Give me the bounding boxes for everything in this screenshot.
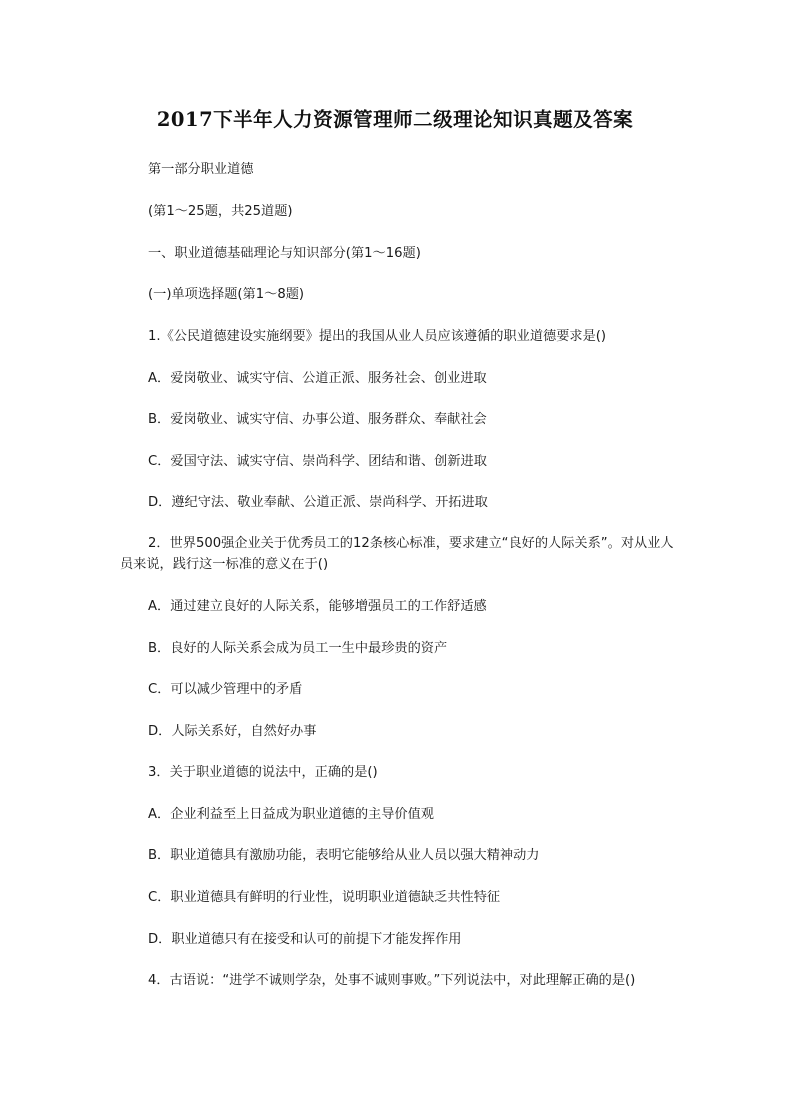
part-heading: 第一部分职业道德 <box>148 162 254 177</box>
question-4-stem: 4．古语说：“进学不诚则学杂，处事不诚则事败。”下列说法中，对此理解正确的是() <box>148 973 636 988</box>
question-1-option-d: D．遵纪守法、敬业奉献、公道正派、崇尚科学、开拓进取 <box>148 495 488 510</box>
question-2-option-c: C．可以减少管理中的矛盾 <box>148 682 303 697</box>
question-3-option-b: B．职业道德具有激励功能，表明它能够给从业人员以强大精神动力 <box>148 848 540 863</box>
part-range: (第1～25题，共25道题) <box>148 204 293 219</box>
question-1-option-c: C．爱国守法、诚实守信、崇尚科学、团结和谐、创新进取 <box>148 454 487 469</box>
document-title: 2017下半年人力资源管理师二级理论知识真题及答案 <box>156 108 634 131</box>
question-3-option-a: A．企业利益至上日益成为职业道德的主导价值观 <box>148 807 434 822</box>
question-1-option-b: B．爱岗敬业、诚实守信、办事公道、服务群众、奉献社会 <box>148 412 487 427</box>
question-1-option-a: A．爱岗敬业、诚实守信、公道正派、服务社会、创业进取 <box>148 371 487 386</box>
question-2-stem: 2．世界500强企业关于优秀员工的12条核心标准，要求建立“良好的人际关系”。对从业人员来说，践行这一标准的意义在于() <box>120 536 674 572</box>
question-2-option-b: B．良好的人际关系会成为员工一生中最珍贵的资产 <box>148 641 448 656</box>
section-heading: 一、职业道德基础理论与知识部分(第1～16题) <box>148 246 421 261</box>
subsection-heading: (一)单项选择题(第1～8题) <box>148 287 305 302</box>
question-2-option-d: D．人际关系好，自然好办事 <box>148 724 317 739</box>
question-3-stem: 3．关于职业道德的说法中，正确的是() <box>148 765 378 780</box>
question-1-stem: 1.《公民道德建设实施纲要》提出的我国从业人员应该遵循的职业道德要求是() <box>148 329 607 344</box>
question-3-option-d: D．职业道德只有在接受和认可的前提下才能发挥作用 <box>148 932 462 947</box>
question-3-option-c: C．职业道德具有鲜明的行业性，说明职业道德缺乏共性特征 <box>148 890 501 905</box>
question-2-option-a: A．通过建立良好的人际关系，能够增强员工的工作舒适感 <box>148 599 487 614</box>
